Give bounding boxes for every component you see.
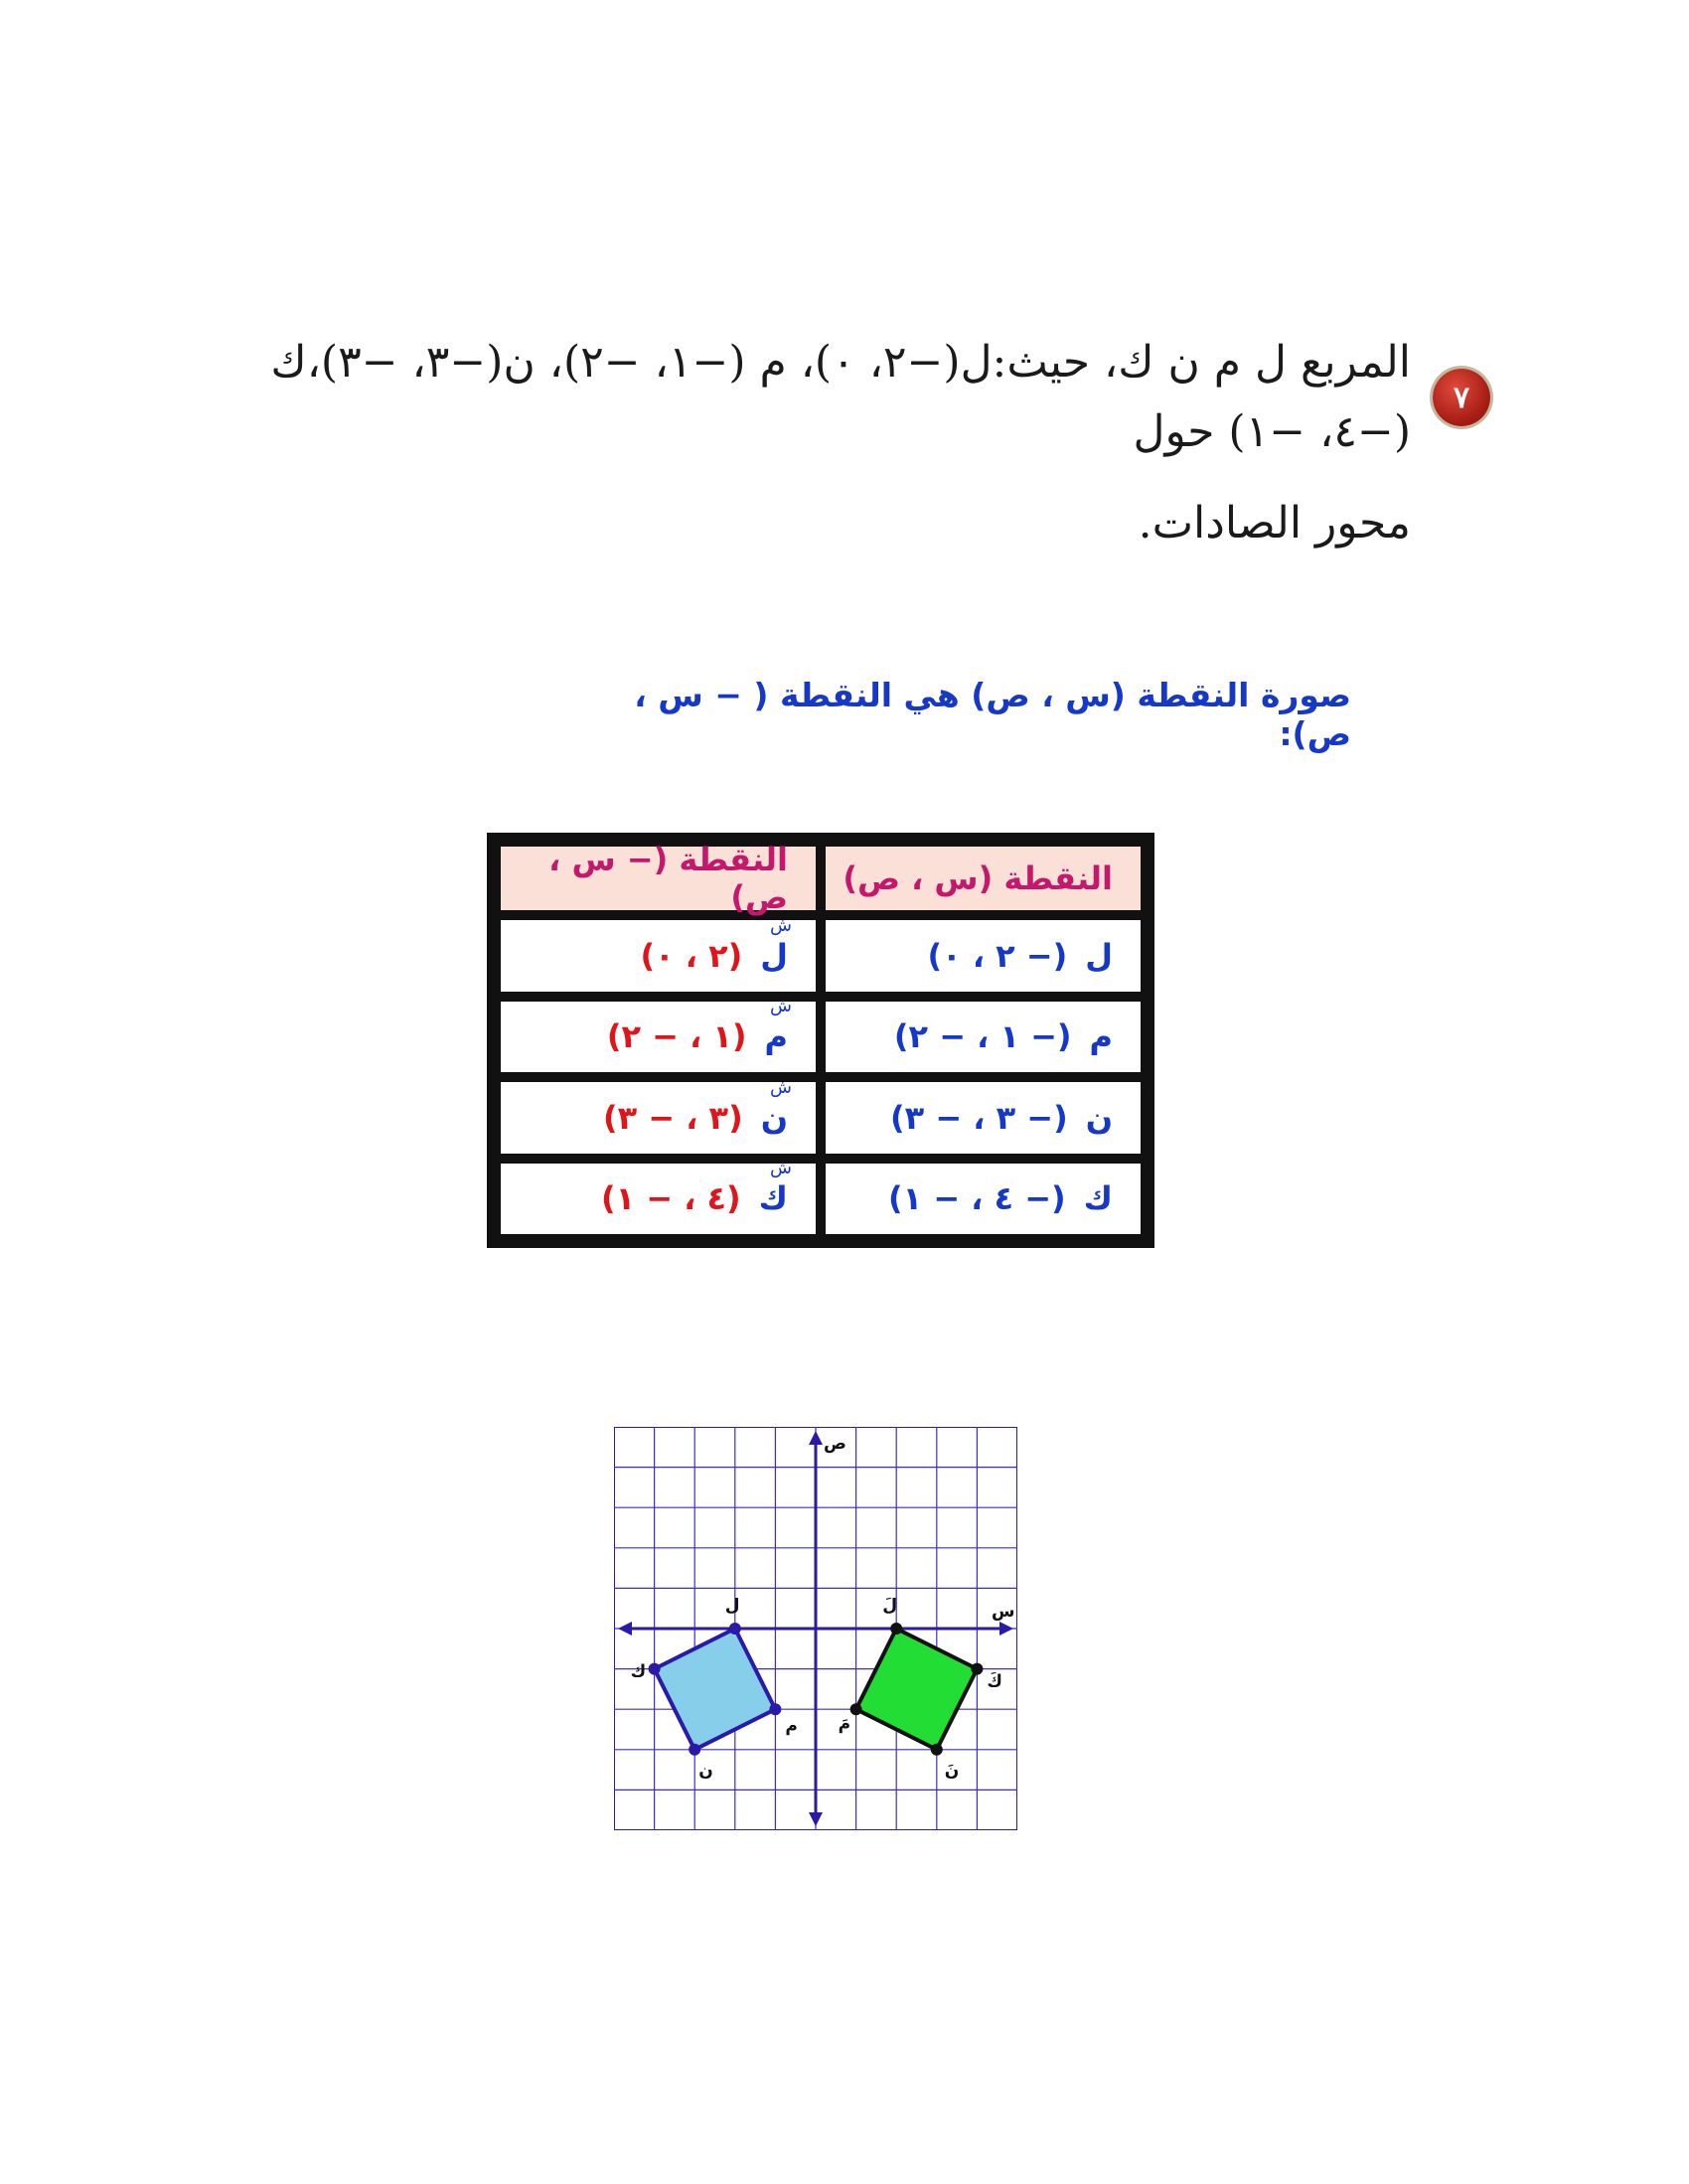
image-vertex <box>971 1663 983 1675</box>
image-point-label: م ش <box>764 996 792 1056</box>
orig-point-label: ن <box>1085 1098 1113 1137</box>
original-vertex <box>769 1703 781 1715</box>
problem-line-1: المربع ل م ن ك، حيث:ل(−٢، ٠)، م (−١، −٢)، ن(−٣، −٣)،ك (−٤، −١) حول <box>270 337 1411 457</box>
image-vertex <box>931 1744 943 1756</box>
table-row <box>499 1076 818 1156</box>
image-point-label: ن ش <box>760 1076 792 1137</box>
orig-point-coords: (− ٤ ، − ١) <box>888 1179 1066 1218</box>
header-image: النقطة (− س ، ص) <box>499 845 818 912</box>
y-axis-label: ص <box>824 1434 846 1454</box>
image-vertex <box>850 1703 862 1715</box>
orig-point-label: م <box>1089 1017 1113 1056</box>
table-row <box>499 914 818 994</box>
reflection-rule: صورة النقطة (س ، ص) هي النقطة ( − س ، ص): <box>634 676 1351 753</box>
problem-statement <box>219 328 1490 558</box>
original-vertex-label: م <box>785 1716 798 1737</box>
prime-mark: ش <box>770 1076 792 1098</box>
image-vertex-label: لَ <box>882 1596 897 1616</box>
original-vertex-label: ك <box>630 1661 647 1682</box>
image-point-label: ك ش <box>758 1158 792 1218</box>
table-row <box>824 1162 1143 1237</box>
original-vertex <box>649 1663 661 1675</box>
original-vertex <box>689 1744 700 1756</box>
problem-number-badge: ٧ <box>1433 369 1490 426</box>
table-row <box>499 1158 818 1237</box>
original-vertex-label: ن <box>698 1760 713 1781</box>
orig-point-coords: (− ٢ ، ٠) <box>927 936 1068 975</box>
prime-mark: ش <box>770 1158 792 1179</box>
image-point-coords: (٤ ، − ١) <box>600 1179 741 1218</box>
image-point-coords: (٢ ، ٠) <box>640 936 743 975</box>
orig-point-coords: (− ٣ ، − ٣) <box>890 1098 1068 1137</box>
x-axis-label: س <box>992 1602 1015 1622</box>
table-row <box>499 996 818 1075</box>
orig-point-label: ل <box>1085 936 1113 975</box>
image-point-coords: (٣ ، − ٣) <box>602 1098 743 1137</box>
image-point-coords: (١ ، − ٢) <box>606 1017 747 1056</box>
image-vertex-label: كَ <box>987 1671 1002 1692</box>
image-vertex <box>890 1623 902 1635</box>
prime-mark: ش <box>770 914 792 936</box>
original-vertex <box>729 1623 741 1635</box>
header-original: النقطة (س ، ص) <box>824 845 1143 912</box>
problem-line-2: محور الصادات. <box>1138 498 1411 548</box>
prime-mark: ش <box>770 996 792 1017</box>
coordinate-graph <box>614 1427 1017 1830</box>
original-vertex-label: ل <box>724 1596 740 1616</box>
table-row <box>824 918 1143 994</box>
orig-point-label: ك <box>1083 1179 1113 1218</box>
orig-point-coords: (− ١ ، − ٢) <box>893 1017 1072 1056</box>
coordinates-table <box>487 833 1154 1248</box>
table-row <box>824 1080 1143 1156</box>
image-point-label: ل ش <box>760 914 792 975</box>
image-vertex-label: نَ <box>944 1760 960 1781</box>
table-row <box>824 1000 1143 1075</box>
image-vertex-label: مَ <box>838 1714 851 1735</box>
